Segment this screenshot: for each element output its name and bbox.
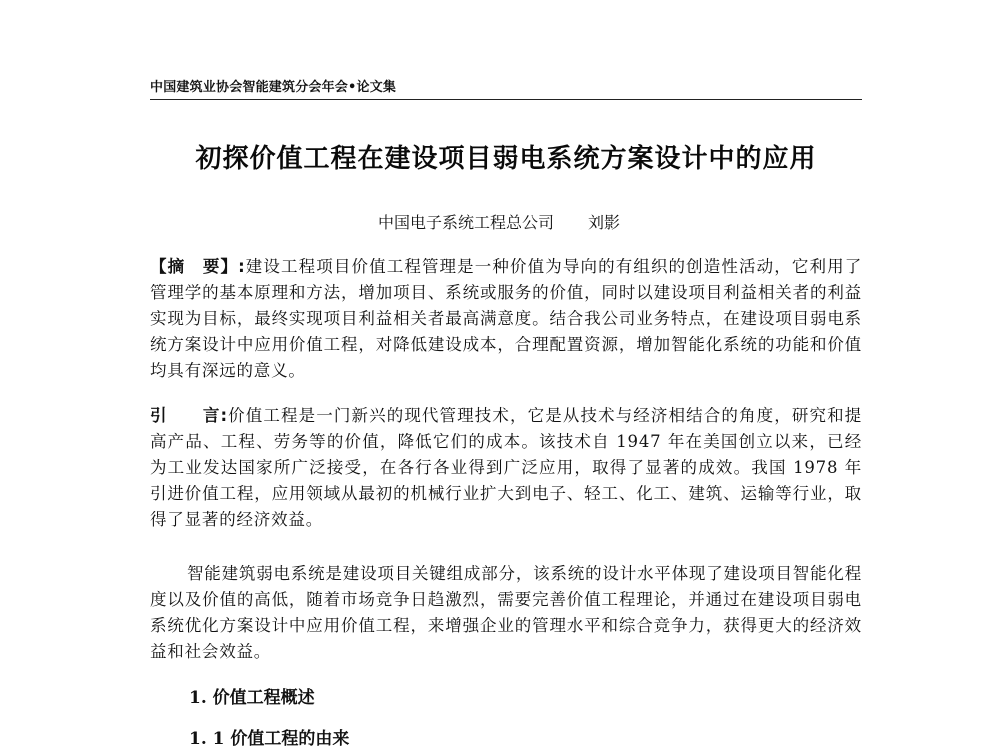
abstract-text: 建设工程项目价值工程管理是一种价值为导向的有组织的创造性活动，它利用了管理学的基本原理和方法，增加项目、系统或服务的价值，同时以建设项目利益相关者的利益实现为目标，最终实现项目利益相关者最高满意度。结合我公司业务特点，在建设项目弱电系统方案设计中应用价值工程，对降低建设成本，合理配置资源，增加智能化系统的功能和价值均具有深远的意义。 <box>150 257 863 380</box>
section-heading-1-1: 1. 1 价值工程的由来 <box>189 729 350 749</box>
running-header: 中国建筑业协会智能建筑分会年会•论文集 <box>150 80 397 95</box>
author-name: 刘影 <box>588 213 621 232</box>
introduction-text: 价值工程是一门新兴的现代管理技术，它是从技术与经济相结合的角度，研究和提高产品、工程、劳务等的价值，降低它们的成本。该技术自 1947 年在美国创立以来，已经为工业发达国家所广泛接受，在各行各业得到广泛应用，取得了显著的成效。我国 1978 年引进价值工程，应用领域从最初的机械行业扩大到电子、轻工、化工、建筑、运输等行业，取得了显著的经济效益。 <box>150 406 862 529</box>
body-paragraph: 智能建筑弱电系统是建设项目关键组成部分，该系统的设计水平体现了建设项目智能化程度以及价值的高低，随着市场竞争日趋激烈，需要完善价值工程理论，并通过在建设项目弱电系统优化方案设计中应用价值工程，来增强企业的管理水平和综合竞争力，获得更大的经济效益和社会效益。 <box>150 564 862 661</box>
introduction-paragraph <box>150 403 862 533</box>
header-rule <box>150 99 862 100</box>
introduction-label: 引 言: <box>150 406 228 425</box>
abstract-label: 【摘 要】: <box>150 257 246 276</box>
abstract-paragraph <box>150 254 862 384</box>
section-heading-1: 1. 价值工程概述 <box>189 688 315 708</box>
affiliation: 中国电子系统工程总公司 <box>378 213 555 232</box>
article-title: 初探价值工程在建设项目弱电系统方案设计中的应用 <box>195 144 817 174</box>
byline <box>378 210 620 233</box>
